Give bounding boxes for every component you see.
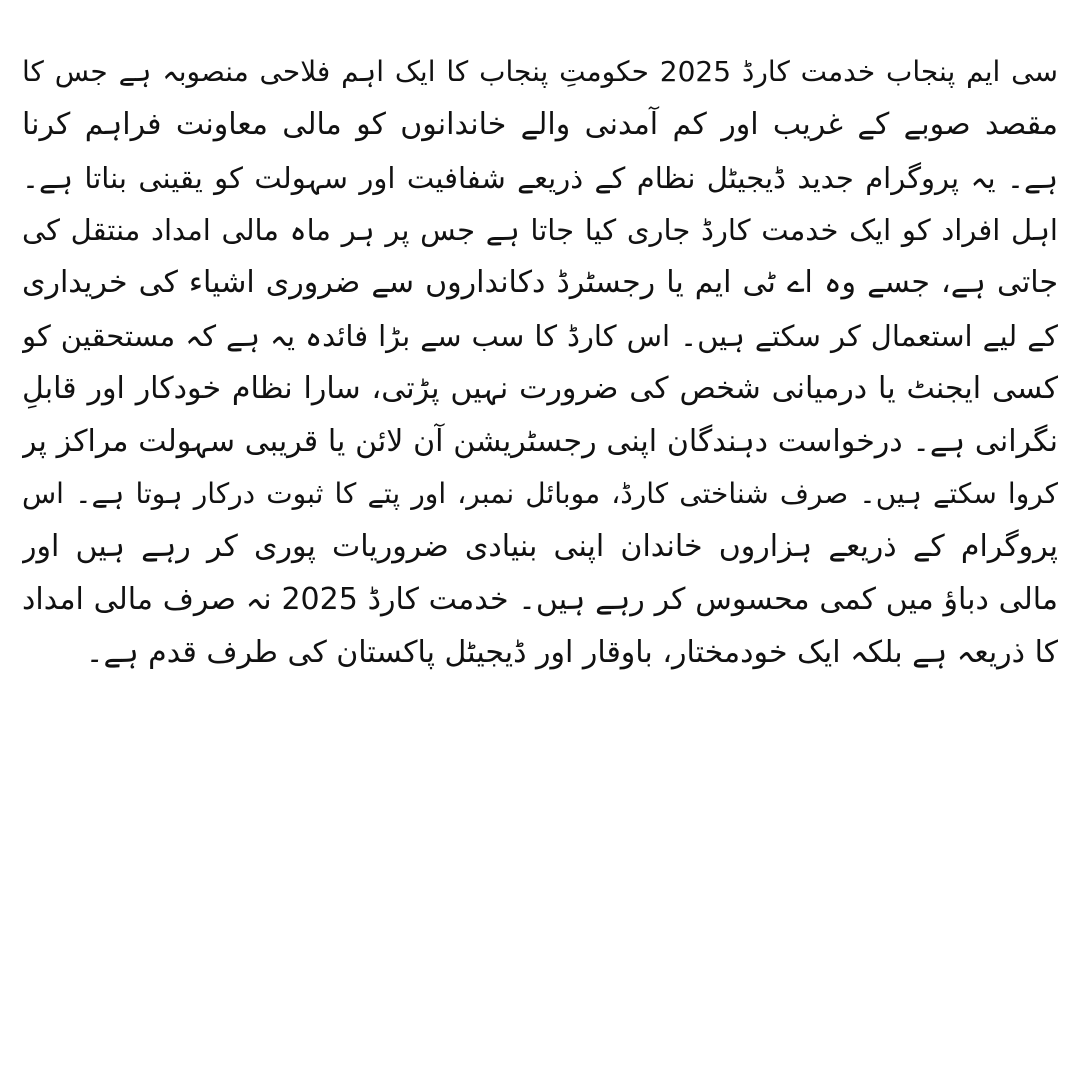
text-line: پروگرام کے ذریعے ہزاروں خاندان اپنی بنیادی ضروریات پوری کر رہے ہیں اور: [22, 529, 1058, 565]
text-line: سی ایم پنجاب خدمت کارڈ 2025 حکومتِ پنجاب کا ایک اہم فلاحی منصوبہ ہے جس کا: [22, 55, 1058, 88]
text-line: کسی ایجنٹ یا درمیانی شخص کی ضرورت نہیں پڑتی، سارا نظام خودکار اور قابلِ: [22, 370, 1058, 406]
text-line: اہل افراد کو ایک خدمت کارڈ جاری کیا جاتا ہے جس پر ہر ماہ مالی امداد منتقل کی: [22, 213, 1058, 248]
article-body: [22, 46, 1058, 680]
text-line: مقصد صوبے کے غریب اور کم آمدنی والے خاندانوں کو مالی معاونت فراہم کرنا: [22, 106, 1058, 142]
text-line: کروا سکتے ہیں۔ صرف شناختی کارڈ، موبائل نمبر، اور پتے کا ثبوت درکار ہوتا ہے۔ اس: [22, 477, 1058, 511]
text-line: نگرانی ہے۔ درخواست دہندگان اپنی رجسٹریشن آن لائن یا قریبی سہولت مراکز پر: [22, 423, 1058, 459]
text-line: کا ذریعہ ہے بلکہ ایک خودمختار، باوقار اور ڈیجیٹل پاکستان کی طرف قدم ہے۔: [85, 634, 1058, 670]
text-line: جاتی ہے، جسے وہ اے ٹی ایم یا رجسٹرڈ دکانداروں سے ضروری اشیاء کی خریداری: [22, 265, 1058, 301]
text-line: مالی دباؤ میں کمی محسوس کر رہے ہیں۔ خدمت کارڈ 2025 نہ صرف مالی امداد: [22, 581, 1058, 617]
text-line: ہے۔ یہ پروگرام جدید ڈیجیٹل نظام کے ذریعے شفافیت اور سہولت کو یقینی بناتا ہے۔: [22, 160, 1058, 195]
text-line: کے لیے استعمال کر سکتے ہیں۔ اس کارڈ کا سب سے بڑا فائدہ یہ ہے کہ مستحقین کو: [22, 318, 1058, 353]
